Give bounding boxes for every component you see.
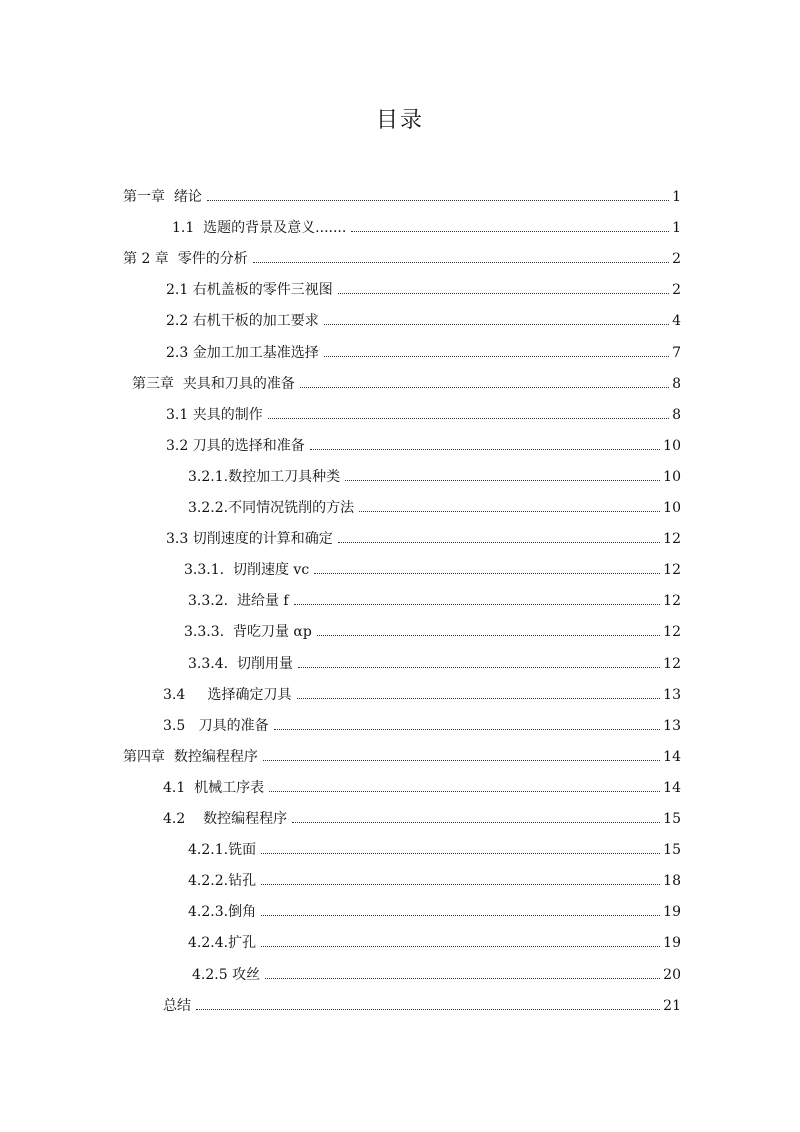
toc-entry-label: 4.1 机械工序表 [163,779,265,796]
toc-entry-page-number: 12 [663,562,681,579]
toc-entry[interactable] [123,742,681,766]
toc-entry-page-number: 1 [672,189,681,205]
toc-entry[interactable] [172,213,681,237]
toc-dot-leader [298,667,660,668]
page-title: 目录 [375,108,424,133]
toc-entry-label: 4.2.2.钻孔 [188,873,257,890]
toc-entry-page-number: 8 [672,375,681,392]
toc-entry-label: 3.2 刀具的选择和准备 [166,437,305,454]
toc-entry-page-number: 12 [663,593,681,610]
toc-entry-label: 4.2.4.扩孔 [188,935,257,952]
toc-entry[interactable] [188,866,681,890]
toc-entry[interactable] [188,649,681,673]
toc-entry-label: 3.1 夹具的制作 [166,406,263,423]
toc-entry[interactable] [163,991,681,1015]
toc-entry[interactable] [132,369,681,393]
toc-entry-page-number: 14 [663,748,681,765]
toc-entry[interactable] [166,524,681,548]
toc-entry-label: 2.1 右机盖板的零件三视图 [166,282,333,299]
toc-entry-page-number: 15 [663,842,681,859]
toc-entry-page-number: 19 [663,935,681,952]
toc-entry[interactable] [184,617,681,641]
toc-entry[interactable] [163,804,681,828]
toc-entry-label: 1.1 选题的背景及意义....... [172,220,347,237]
toc-dot-leader [261,915,660,916]
toc-entry[interactable] [188,586,681,610]
toc-entry[interactable] [166,400,681,424]
toc-entry-page-number: 2 [672,251,681,268]
toc-entry[interactable] [163,680,681,704]
toc-dot-leader [263,760,660,761]
toc-dot-leader [345,480,660,481]
toc-entry-page-number: 14 [663,779,681,796]
toc-entry[interactable] [184,555,681,579]
toc-entry[interactable] [166,431,681,455]
toc-dot-leader [269,791,660,792]
toc-dot-leader [261,853,660,854]
toc-dot-leader [338,542,660,543]
toc-entry[interactable] [123,182,681,206]
toc-entry-page-number: 10 [663,437,681,454]
toc-entry[interactable] [188,462,681,486]
toc-entry-page-number: 20 [663,966,681,983]
toc-entry-page-number: 2 [672,282,681,299]
toc-entry-page-number: 7 [672,344,681,361]
toc-entry-label: 3.2.2.不同情况铣削的方法 [188,500,355,516]
toc-dot-leader [292,822,660,823]
toc-entry-page-number: 10 [663,468,681,485]
toc-dot-leader [351,231,669,232]
toc-entry-page-number: 10 [663,500,681,516]
toc-entry-page-number: 19 [663,904,681,921]
toc-entry[interactable] [163,773,681,797]
toc-dot-leader [359,511,660,512]
toc-entry-label: 3.3.3. 背吃刀量 αp [184,624,312,641]
toc-entry-page-number: 13 [663,717,681,734]
toc-dot-leader [294,604,661,605]
toc-entry-label: 3.4 选择确定刀具 [163,686,292,703]
toc-dot-leader [253,262,669,263]
toc-entry-label: 4.2 数控编程程序 [163,811,288,827]
toc-dot-leader [274,729,661,730]
toc-entry-label: 3.3.1. 切削速度 vc [184,562,310,579]
toc-dot-leader [265,978,660,979]
toc-entry-label: 4.2.1.铣面 [188,842,257,859]
toc-entry[interactable] [166,306,681,330]
toc-entry-label: 3.3.4. 切削用量 [188,655,293,672]
toc-entry-label: 4.2.3.倒角 [188,904,257,921]
toc-dot-leader [310,449,660,450]
toc-entry-label: 3.2.1.数控加工刀具种类 [188,468,341,485]
toc-dot-leader [317,635,660,636]
toc-entry-page-number: 15 [663,811,681,827]
toc-dot-leader [261,946,660,947]
toc-entry-label: 总结 [163,997,191,1014]
toc-dot-leader [324,324,669,325]
toc-entry[interactable] [163,711,681,735]
toc-entry-page-number: 4 [672,313,681,330]
toc-dot-leader [261,884,660,885]
toc-entry-page-number: 1 [672,220,681,237]
toc-entry[interactable] [123,244,681,268]
toc-entry-page-number: 8 [672,406,681,423]
toc-entry[interactable] [192,960,681,984]
toc-entry-page-number: 12 [663,531,681,548]
toc-entry-label: 3.3 切削速度的计算和确定 [166,531,333,548]
toc-dot-leader [338,293,669,294]
toc-entry-label: 3.5 刀具的准备 [163,717,269,734]
toc-dot-leader [297,698,661,699]
toc-entry-label: 第一章 绪论 [123,189,202,205]
toc-entry-page-number: 13 [663,686,681,703]
toc-entry[interactable] [188,897,681,921]
toc-dot-leader [324,356,669,357]
toc-dot-leader [300,387,669,388]
toc-dot-leader [196,1009,660,1010]
toc-entry[interactable] [188,493,681,517]
toc-entry-label: 第 2 章 零件的分析 [123,251,248,268]
toc-dot-leader [268,418,669,419]
toc-entry[interactable] [188,835,681,859]
toc-entry-page-number: 12 [663,655,681,672]
toc-entry-label: 第四章 数控编程程序 [123,748,258,765]
toc-entry-label: 2.3 金加工加工基准选择 [166,344,319,361]
toc-dot-leader [314,573,660,574]
toc-entry-label: 2.2 右机干板的加工要求 [166,313,319,330]
toc-dot-leader [207,200,669,201]
toc-entry-label: 4.2.5 攻丝 [192,966,261,983]
toc-entry-label: 3.3.2. 进给量 f [188,593,289,610]
toc-entry-page-number: 18 [663,873,681,890]
toc-entry-label: 第三章 夹具和刀具的准备 [132,375,295,392]
toc-entry-page-number: 21 [663,997,681,1014]
toc-entry[interactable] [188,928,681,952]
toc-entry[interactable] [166,275,681,299]
toc-entry[interactable] [166,338,681,362]
toc-entry-page-number: 12 [663,624,681,641]
